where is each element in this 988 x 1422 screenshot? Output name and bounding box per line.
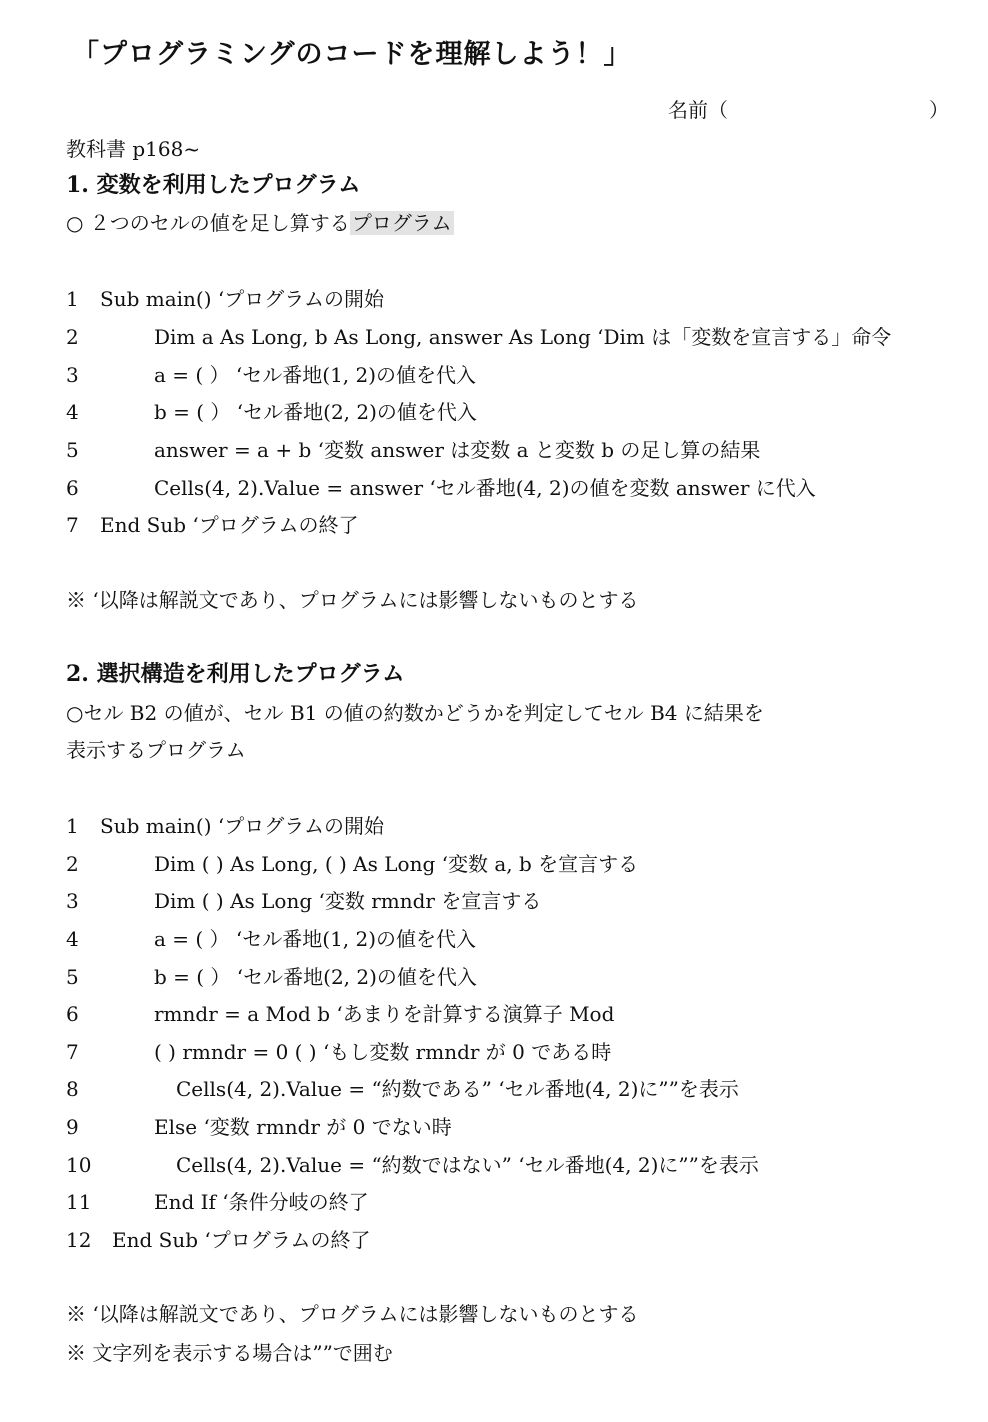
- section2-note-2: ※ 文字列を表示する場合は””で囲む: [66, 1341, 393, 1365]
- line-number: 6: [66, 476, 79, 500]
- code-line: a = ( ） ‘セル番地(1, 2)の値を代入: [154, 363, 477, 387]
- line-number: 10: [66, 1153, 92, 1177]
- section2-note-1: ※ ‘以降は解説文であり、プログラムには影響しないものとする: [66, 1302, 639, 1326]
- code-line: End Sub ‘プログラムの終了: [112, 1228, 371, 1252]
- code-line: ( ) rmndr = 0 ( ) ‘もし変数 rmndr が 0 である時: [154, 1040, 612, 1064]
- code-line: Cells(4, 2).Value = “約数である” ‘セル番地(4, 2)に””を表示: [176, 1077, 739, 1101]
- name-close-paren: ）: [929, 98, 949, 122]
- name-label: 名前（: [668, 98, 728, 122]
- line-number: 11: [66, 1190, 92, 1214]
- line-number: 5: [66, 965, 79, 989]
- line-number: 2: [66, 325, 79, 349]
- line-number: 9: [66, 1115, 79, 1139]
- section1-description: [66, 213, 454, 233]
- code-line: Dim a As Long, b As Long, answer As Long ‘Dim は「変数を宣言する」命令: [154, 325, 892, 349]
- section1-heading: 1. 変数を利用したプログラム: [66, 172, 361, 198]
- code-line: Sub main() ‘プログラムの開始: [100, 287, 385, 311]
- line-number: 5: [66, 438, 79, 462]
- section1-note: ※ ‘以降は解説文であり、プログラムには影響しないものとする: [66, 588, 639, 612]
- line-number: 7: [66, 1040, 79, 1064]
- line-number: 12: [66, 1228, 92, 1252]
- code-line: b = ( ） ‘セル番地(2, 2)の値を代入: [154, 400, 477, 424]
- line-number: 6: [66, 1002, 79, 1026]
- page-title: 「プログラミングのコードを理解しよう！」: [72, 39, 632, 70]
- code-line: Sub main() ‘プログラムの開始: [100, 814, 385, 838]
- code-line: Cells(4, 2).Value = “約数ではない” ‘セル番地(4, 2)に””を表示: [176, 1153, 759, 1177]
- line-number: 2: [66, 852, 79, 876]
- line-number: 4: [66, 400, 79, 424]
- code-line: rmndr = a Mod b ‘あまりを計算する演算子 Mod: [154, 1002, 615, 1026]
- code-line: a = ( ） ‘セル番地(1, 2)の値を代入: [154, 927, 477, 951]
- code-line: b = ( ） ‘セル番地(2, 2)の値を代入: [154, 965, 477, 989]
- section2-description-line2: 表示するプログラム: [66, 738, 246, 762]
- textbook-reference: 教科書 p168~: [66, 137, 201, 161]
- code-line: Dim ( ) As Long ‘変数 rmndr を宣言する: [154, 889, 542, 913]
- code-line: End If ‘条件分岐の終了: [154, 1190, 369, 1214]
- code-line: Else ‘変数 rmndr が 0 でない時: [154, 1115, 452, 1139]
- code-line: Cells(4, 2).Value = answer ‘セル番地(4, 2)の値を変数 answer に代入: [154, 476, 816, 500]
- code-line: Dim ( ) As Long, ( ) As Long ‘変数 a, b を宣言する: [154, 852, 639, 876]
- section1-desc-highlight: プログラム: [351, 211, 452, 235]
- code-line: End Sub ‘プログラムの終了: [100, 513, 359, 537]
- section1-desc-text: ○ ２つのセルの値を足し算する: [66, 211, 350, 235]
- line-number: 1: [66, 814, 79, 838]
- line-number: 4: [66, 927, 79, 951]
- line-number: 3: [66, 889, 79, 913]
- line-number: 1: [66, 287, 79, 311]
- line-number: 8: [66, 1077, 79, 1101]
- code-line: answer = a + b ‘変数 answer は変数 a と変数 b の足し算の結果: [154, 438, 761, 462]
- line-number: 7: [66, 513, 79, 537]
- section2-description-line1: ○セル B2 の値が、セル B1 の値の約数かどうかを判定してセル B4 に結果を: [66, 701, 764, 725]
- line-number: 3: [66, 363, 79, 387]
- section2-heading: 2. 選択構造を利用したプログラム: [66, 661, 405, 687]
